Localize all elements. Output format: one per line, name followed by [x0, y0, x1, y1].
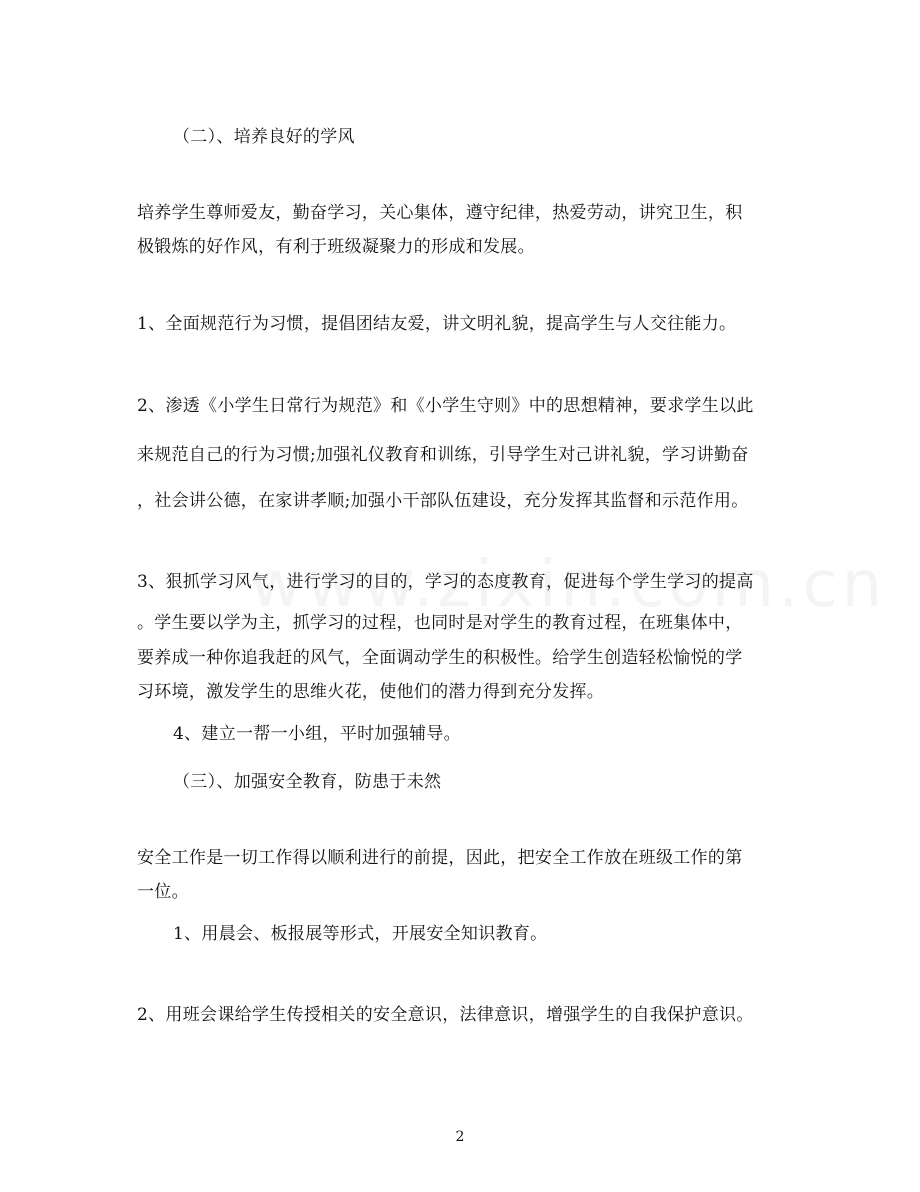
paragraph-line: 4、建立一帮一小组，平时加强辅导。: [173, 724, 461, 744]
section-heading-three: （三）、加强安全教育，防患于未然: [173, 772, 442, 792]
paragraph-line: 。学生要以学为主，抓学习的过程，也同时是对学生的教育过程，在班集体中，: [137, 613, 743, 633]
paragraph-line: ，社会讲公德，在家讲孝顺;加强小干部队伍建设，充分发挥其监督和示范作用。: [137, 491, 749, 511]
paragraph-line: 培养学生尊师爱友，勤奋学习，关心集体，遵守纪律，热爱劳动，讲究卫生，积: [137, 203, 743, 223]
paragraph-line: 3、狠抓学习风气，进行学习的目的，学习的态度教育，促进每个学生学习的提高: [137, 572, 754, 592]
paragraph-line: 一位。: [137, 882, 189, 902]
paragraph-line: 安全工作是一切工作得以顺利进行的前提，因此，把安全工作放在班级工作的第: [137, 848, 743, 868]
paragraph-line: 2、用班会课给学生传授相关的安全意识，法律意识，增强学生的自我保护意识。: [137, 1005, 754, 1025]
page-number: 2: [455, 1129, 465, 1145]
section-heading-two: （二）、培养良好的学风: [173, 127, 355, 147]
paragraph-line: 来规范自己的行为习惯;加强礼仪教育和训练，引导学生对己讲礼貌，学习讲勤奋: [137, 445, 749, 465]
paragraph-line: 2、渗透《小学生日常行为规范》和《小学生守则》中的思想精神，要求学生以此: [137, 396, 754, 416]
paragraph-line: 习环境，激发学生的思维火花，使他们的潜力得到充分发挥。: [137, 682, 605, 702]
paragraph-line: 要养成一种你追我赶的风气，全面调动学生的积极性。给学生创造轻松愉悦的学: [137, 648, 743, 668]
paragraph-line: 1、用晨会、板报展等形式，开展安全知识教育。: [173, 924, 548, 944]
paragraph-line: 极锻炼的好作风，有利于班级凝聚力的形成和发展。: [137, 237, 535, 257]
paragraph-line: 1、全面规范行为习惯，提倡团结友爱，讲文明礼貌，提高学生与人交往能力。: [137, 314, 737, 334]
